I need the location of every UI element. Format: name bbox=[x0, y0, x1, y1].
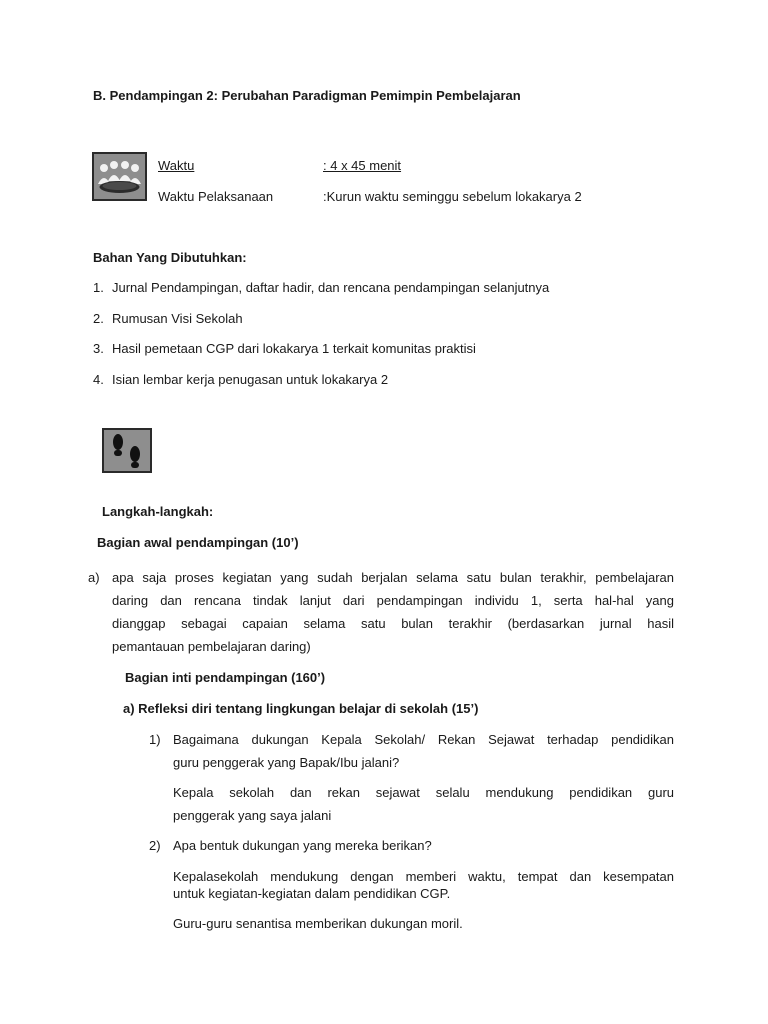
list-item-number: 1. bbox=[93, 280, 104, 295]
awal-line: dianggap sebagai capaian selama satu bulan terakhir (berdasarkan jurnal hasil bbox=[112, 616, 674, 631]
list-item-number: 4. bbox=[93, 372, 104, 387]
waktu-label: Waktu bbox=[158, 158, 195, 173]
inti-sub-heading: a) Refleksi diri tentang lingkungan belajar di sekolah (15’) bbox=[123, 701, 479, 716]
q2-answer-line: untuk kegiatan-kegiatan dalam pendidikan CGP. bbox=[173, 886, 451, 901]
q1-line: guru penggerak yang Bapak/Ibu jalani? bbox=[173, 755, 400, 770]
awal-line: pemantauan pembelajaran daring) bbox=[112, 639, 311, 654]
bahan-heading: Bahan Yang Dibutuhkan: bbox=[93, 250, 247, 265]
q2-answer-line: Guru-guru senantisa memberikan dukungan moril. bbox=[173, 916, 463, 931]
waktu-value: : 4 x 45 menit bbox=[323, 158, 402, 173]
list-item-number: 2. bbox=[93, 311, 104, 326]
list-item: Isian lembar kerja penugasan untuk lokakarya 2 bbox=[112, 372, 389, 387]
pelaksanaan-value: :Kurun waktu seminggu sebelum lokakarya 2 bbox=[323, 189, 582, 204]
list-item: Rumusan Visi Sekolah bbox=[112, 311, 243, 326]
q1-marker: 1) bbox=[149, 732, 161, 747]
q1-line: Bagaimana dukungan Kepala Sekolah/ Rekan Sejawat terhadap pendidikan bbox=[173, 732, 674, 747]
q2-question: Apa bentuk dukungan yang mereka berikan? bbox=[173, 838, 432, 853]
awal-line: daring dan rencana tindak lanjut dari pendampingan individu 1, serta hal-hal yang bbox=[112, 593, 674, 608]
list-item: Jurnal Pendampingan, daftar hadir, dan rencana pendampingan selanjutnya bbox=[112, 280, 550, 295]
awal-line: apa saja proses kegiatan yang sudah berjalan selama satu bulan terakhir, pembelajaran bbox=[112, 570, 674, 585]
section-title: B. Pendampingan 2: Perubahan Paradigman Pemimpin Pembelajaran bbox=[93, 88, 521, 103]
footsteps-icon bbox=[102, 428, 152, 473]
list-item: Hasil pemetaan CGP dari lokakarya 1 terkait komunitas praktisi bbox=[112, 341, 476, 356]
list-item-number: 3. bbox=[93, 341, 104, 356]
awal-marker: a) bbox=[88, 570, 100, 585]
awal-heading: Bagian awal pendampingan (10’) bbox=[97, 535, 299, 550]
meeting-people-icon bbox=[92, 152, 147, 201]
langkah-heading: Langkah-langkah: bbox=[102, 504, 214, 519]
q2-answer-line: Kepalasekolah mendukung dengan memberi waktu, tempat dan kesempatan bbox=[173, 869, 674, 884]
q2-marker: 2) bbox=[149, 838, 161, 853]
q1-answer-line: Kepala sekolah dan rekan sejawat selalu mendukung pendidikan guru bbox=[173, 785, 674, 800]
inti-heading: Bagian inti pendampingan (160’) bbox=[125, 670, 326, 685]
pelaksanaan-label: Waktu Pelaksanaan bbox=[158, 189, 274, 204]
q1-answer-line: penggerak yang saya jalani bbox=[173, 808, 332, 823]
